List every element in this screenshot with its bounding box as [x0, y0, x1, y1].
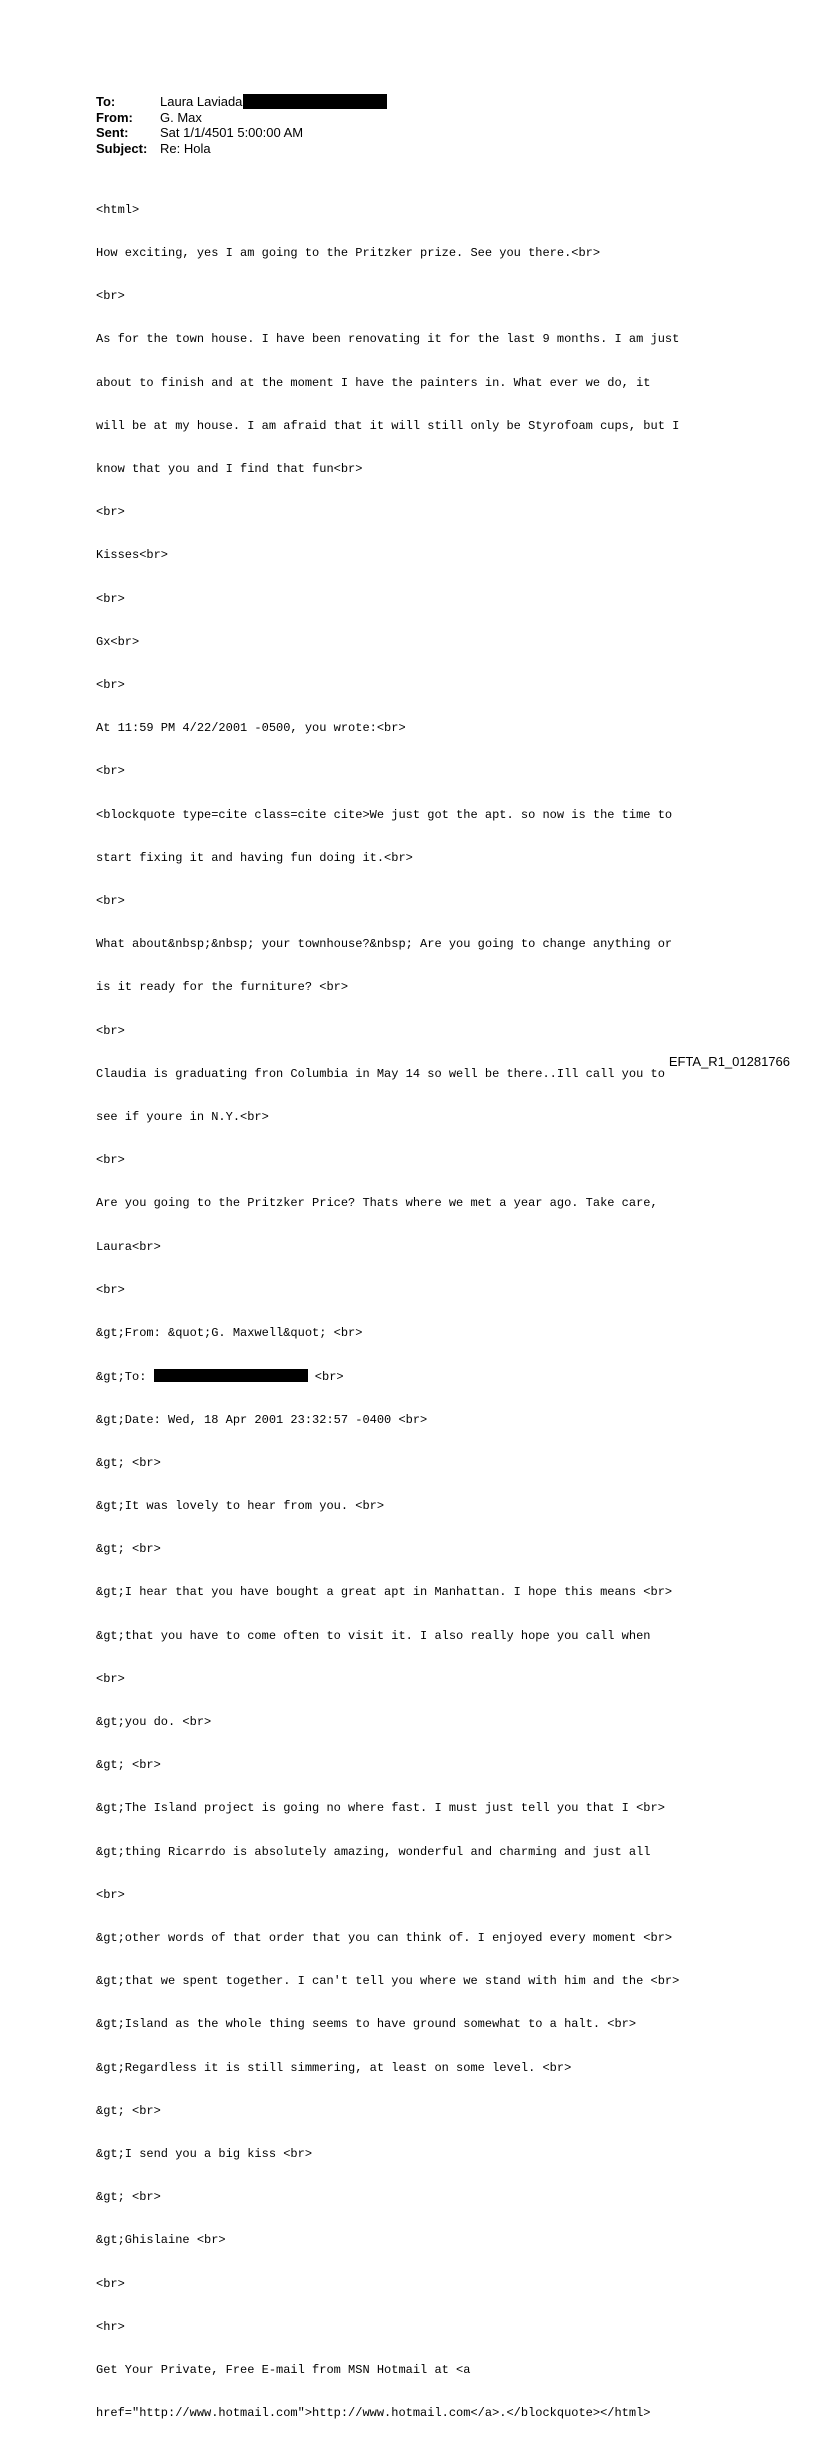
subject-row: [96, 141, 387, 157]
to-value: Laura Laviada: [160, 94, 243, 109]
to-row: [96, 94, 387, 110]
sent-value: Sat 1/1/4501 5:00:00 AM: [160, 125, 304, 140]
body-line: &gt; <br>: [96, 1758, 161, 1773]
body-line: &gt; <br>: [96, 1542, 161, 1557]
email-body: [96, 174, 679, 2449]
body-line: <blockquote type=cite class=cite cite>We just got the apt. so now is the time to: [96, 807, 673, 822]
sent-row: [96, 125, 387, 141]
body-line: &gt; <br>: [96, 2103, 161, 2118]
body-line: &gt;The Island project is going no where fast. I must just tell you that I <br>: [96, 1801, 665, 1816]
body-line: &gt;It was lovely to hear from you. <br>: [96, 1498, 385, 1513]
body-line: &gt;that you have to come often to visit it. I also really hope you call when: [96, 1628, 651, 1643]
body-line: &gt;other words of that order that you can think of. I enjoyed every moment <br>: [96, 1930, 673, 1945]
body-line: about to finish and at the moment I have the painters in. What ever we do, it: [96, 375, 651, 390]
body-line: start fixing it and having fun doing it.<br>: [96, 850, 413, 865]
body-line: <br>: [96, 1282, 125, 1297]
sent-label: Sent:: [96, 125, 129, 140]
from-label: From:: [96, 109, 133, 125]
body-line: will be at my house. I am afraid that it will still only be Styrofoam cups, but I: [96, 418, 680, 433]
body-line: &gt;Date: Wed, 18 Apr 2001 23:32:57 -0400 <br>: [96, 1412, 428, 1427]
to-label: To:: [96, 94, 116, 109]
body-line: <br>: [96, 764, 125, 779]
body-line: As for the town house. I have been renovating it for the last 9 months. I am just: [96, 332, 680, 347]
body-line: &gt;Island as the whole thing seems to have ground somewhat to a halt. <br>: [96, 2017, 637, 2032]
body-line: know that you and I find that fun<br>: [96, 462, 363, 477]
body-line: <br>: [96, 1671, 125, 1686]
body-line: Laura<br>: [96, 1239, 161, 1254]
body-line: <br>: [96, 1023, 125, 1038]
body-line: &gt; <br>: [96, 1455, 161, 1470]
body-line: <br>: [96, 505, 125, 520]
body-line: Are you going to the Pritzker Price? Thats where we met a year ago. Take care,: [96, 1196, 658, 1211]
body-line: What about&nbsp;&nbsp; your townhouse?&nbsp; Are you going to change anything or: [96, 937, 673, 952]
body-line: <br>: [96, 591, 125, 606]
body-line: &gt;that we spent together. I can't tell you where we stand with him and the <br>: [96, 1974, 680, 1989]
body-line: &gt;Regardless it is still simmering, at least on some level. <br>: [96, 2060, 572, 2075]
body-line: Get Your Private, Free E-mail from MSN Hotmail at <a: [96, 2362, 471, 2377]
body-line: <br>: [96, 289, 125, 304]
quoted-to-break: <br>: [307, 1370, 344, 1385]
quoted-to-label: &gt;To:: [96, 1370, 154, 1385]
body-line: At 11:59 PM 4/22/2001 -0500, you wrote:<br>: [96, 721, 406, 736]
body-line: <br>: [96, 2276, 125, 2291]
body-line: &gt;you do. <br>: [96, 1714, 212, 1729]
body-line: &gt;From: &quot;G. Maxwell&quot; <br>: [96, 1326, 363, 1341]
body-line: <hr>: [96, 2319, 125, 2334]
subject-label: Subject:: [96, 140, 148, 156]
body-line-to: [96, 1369, 679, 1383]
body-line: see if youre in N.Y.<br>: [96, 1110, 269, 1125]
body-line: <br>: [96, 678, 125, 693]
body-line: <html>: [96, 202, 140, 217]
body-line: <br>: [96, 894, 125, 909]
body-line: Gx<br>: [96, 634, 140, 649]
document-id: EFTA_R1_01281766: [668, 1054, 790, 1069]
body-line: &gt;Ghislaine <br>: [96, 2233, 226, 2248]
body-line: &gt;I send you a big kiss <br>: [96, 2146, 313, 2161]
redaction-bar: [154, 1369, 308, 1382]
body-line: Kisses<br>: [96, 548, 169, 563]
from-row: [96, 110, 387, 126]
email-header: [96, 94, 387, 156]
redaction-bar: [243, 94, 387, 109]
body-line: is it ready for the furniture? <br>: [96, 980, 349, 995]
body-line: How exciting, yes I am going to the Pritzker prize. See you there.<br>: [96, 246, 601, 261]
body-line: &gt;thing Ricarrdo is absolutely amazing, wonderful and charming and just all: [96, 1844, 651, 1859]
body-line: href="http://www.hotmail.com">http://www.hotmail.com</a>.</blockquote></html>: [96, 2406, 651, 2421]
body-line: &gt; <br>: [96, 2190, 161, 2205]
body-line: Claudia is graduating fron Columbia in May 14 so well be there..Ill call you to: [96, 1066, 665, 1081]
subject-value: Re: Hola: [160, 140, 211, 156]
body-line: <br>: [96, 1153, 125, 1168]
from-value: G. Max: [160, 109, 202, 125]
body-line: <br>: [96, 1887, 125, 1902]
body-line: &gt;I hear that you have bought a great apt in Manhattan. I hope this means <br>: [96, 1585, 673, 1600]
